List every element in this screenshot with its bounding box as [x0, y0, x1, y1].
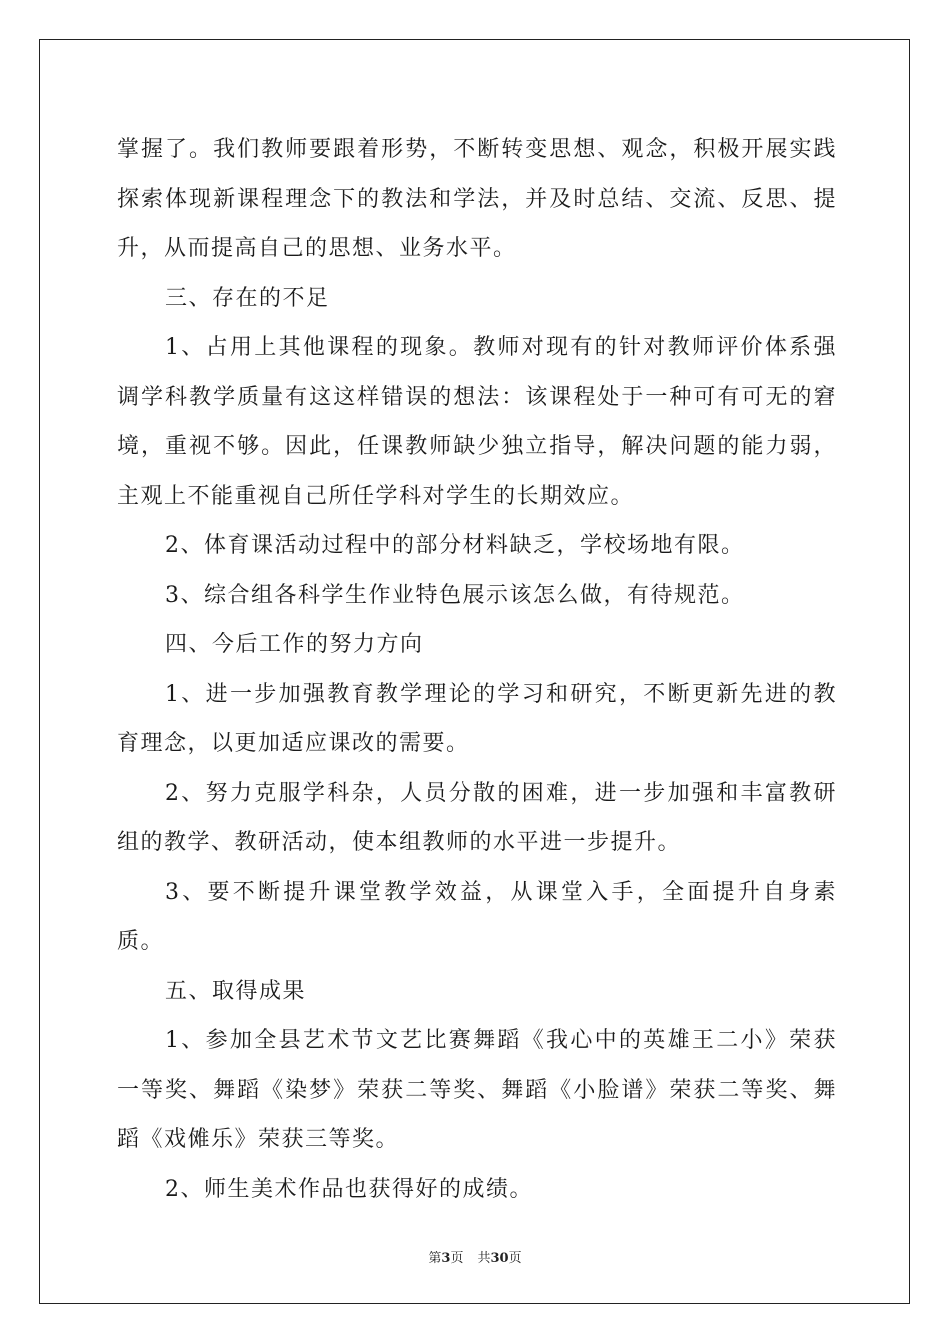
section-heading-future-direction: 四、今后工作的努力方向 [165, 632, 424, 657]
paragraph: 2、师生美术作品也获得好的成绩。 [165, 1176, 533, 1202]
total-label-prefix: 共 [477, 1251, 491, 1266]
paragraph: 1、参加全县艺术节文艺比赛舞蹈《我心中的英雄王二小》荣获一等奖、舞蹈《染梦》荣获二等奖、舞蹈《小脸谱》荣获二等奖、舞蹈《戏傩乐》荣获三等奖。 [117, 1028, 837, 1152]
paragraph: 1、占用上其他课程的现象。教师对现有的针对教师评价体系强调学科教学质量有这这样错误的想法：该课程处于一种可有可无的窘境，重视不够。因此，任课教师缺少独立指导，解决问题的能力弱，主观上不能重视自己所任学科对学生的长期效应。 [117, 335, 837, 509]
paragraph: 3、综合组各科学生作业特色展示该怎么做，有待规范。 [165, 582, 745, 608]
section-heading-shortcomings: 三、存在的不足 [165, 285, 330, 311]
section-heading-achievements: 五、取得成果 [165, 978, 307, 1004]
total-label-suffix: 页 [508, 1251, 522, 1266]
paragraph: 3、要不断提升课堂教学效益，从课堂入手，全面提升自身素质。 [117, 879, 837, 954]
page-label-suffix: 页 [450, 1251, 464, 1266]
page-footer [0, 1247, 950, 1266]
paragraph: 2、努力克服学科杂，人员分散的困难，进一步加强和丰富教研组的教学、教研活动，使本组教师的水平进一步提升。 [117, 780, 837, 855]
page-number: 3 [441, 1251, 451, 1266]
total-pages: 30 [490, 1251, 509, 1266]
paragraph: 1、进一步加强教育教学理论的学习和研究，不断更新先进的教育理念，以更加适应课改的需要。 [117, 681, 837, 756]
page-label-prefix: 第 [428, 1251, 442, 1266]
paragraph: 掌握了。我们教师要跟着形势，不断转变思想、观念，积极开展实践探索体现新课程理念下的教法和学法，并及时总结、交流、反思、提升，从而提高自己的思想、业务水平。 [117, 137, 837, 261]
paragraph: 2、体育课活动过程中的部分材料缺乏，学校场地有限。 [165, 533, 745, 558]
document-body [117, 125, 837, 1214]
